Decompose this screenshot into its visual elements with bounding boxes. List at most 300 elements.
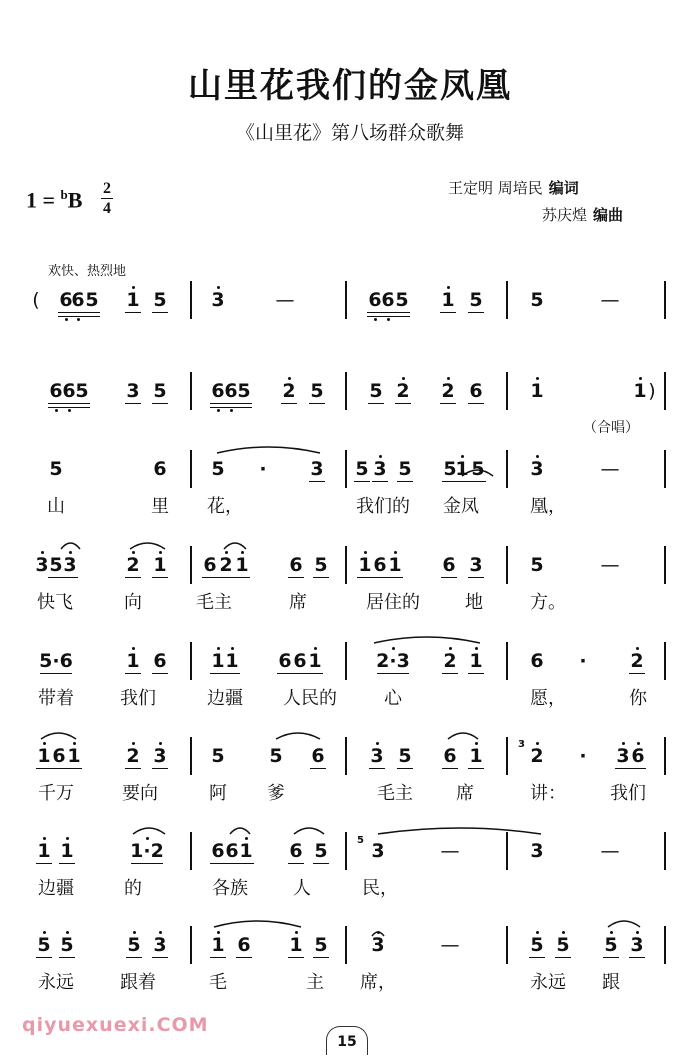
- note: 1: [633, 380, 647, 402]
- octave-dot-low: [68, 409, 71, 412]
- beam-underline: [372, 577, 388, 578]
- note: 3: [370, 745, 384, 767]
- beam-underline: [440, 312, 456, 313]
- lyric: 居住的: [366, 592, 420, 613]
- note: 5: [75, 380, 89, 402]
- grace-note: 3: [518, 739, 525, 750]
- barline: [506, 546, 508, 584]
- beam-underline: [394, 316, 410, 317]
- octave-dot-high: [66, 931, 69, 934]
- note: 6: [52, 745, 66, 767]
- beam-underline: [354, 481, 370, 482]
- beam-underline: [288, 863, 304, 864]
- lyric: 地: [465, 592, 483, 613]
- octave-dot-high: [364, 551, 367, 554]
- lyric: 我们的: [356, 496, 410, 517]
- octave-dot-high: [146, 837, 149, 840]
- note: 6: [469, 380, 483, 402]
- note: 5: [443, 458, 457, 480]
- note: 6: [211, 380, 225, 402]
- beam-underline: [292, 673, 308, 674]
- octave-dot-high: [536, 931, 539, 934]
- note: 3: [153, 745, 167, 767]
- note: 5: [211, 458, 225, 480]
- barline: [190, 642, 192, 680]
- note: 1: [289, 934, 303, 956]
- page-number: 15: [326, 1026, 368, 1055]
- beam-underline: [36, 863, 52, 864]
- beam-underline: [603, 957, 619, 958]
- note: 6: [373, 554, 387, 576]
- slur: [61, 543, 80, 549]
- beam-underline: [74, 403, 90, 404]
- octave-dot-high: [610, 931, 613, 934]
- octave-dot-high: [133, 931, 136, 934]
- beam-underline: [218, 577, 234, 578]
- slur: [378, 828, 541, 834]
- note: 2: [282, 380, 296, 402]
- note: 5: [604, 934, 618, 956]
- lyric: 边疆: [38, 878, 74, 899]
- beam-underline: [529, 957, 545, 958]
- octave-dot-high: [159, 931, 162, 934]
- beam-underline: [277, 673, 293, 674]
- note: 1: [153, 554, 167, 576]
- page-title: 山里花我们的金凤凰: [188, 66, 512, 106]
- beam-underline: [397, 768, 413, 769]
- note: 5·6: [39, 650, 73, 672]
- beam-underline: [152, 403, 168, 404]
- note: 1: [388, 554, 402, 576]
- note: —: [275, 289, 295, 311]
- note: 6: [71, 289, 85, 311]
- note: 5: [471, 458, 485, 480]
- note: 2: [530, 745, 544, 767]
- beam-underline: [59, 957, 75, 958]
- octave-dot-high: [314, 647, 317, 650]
- note: 3: [371, 934, 385, 956]
- note: 3: [126, 380, 140, 402]
- beam-underline: [440, 403, 456, 404]
- note: 2: [219, 554, 233, 576]
- note: 3: [373, 458, 387, 480]
- note: 6: [289, 840, 303, 862]
- octave-dot-high: [241, 551, 244, 554]
- page-subtitle: 《山里花》第八场群众歌舞: [235, 122, 464, 144]
- note: 1: [225, 650, 239, 672]
- lyric: 快飞: [37, 592, 73, 613]
- beam-underline: [629, 673, 645, 674]
- note: 1: [60, 840, 74, 862]
- note: 6: [211, 840, 225, 862]
- note: —: [440, 840, 460, 862]
- barline: [345, 737, 347, 775]
- beam-underline: [357, 577, 373, 578]
- note: 5: [398, 458, 412, 480]
- octave-dot-high: [245, 837, 248, 840]
- beam-underline: [224, 673, 240, 674]
- octave-dot-high: [217, 647, 220, 650]
- note: 1: [308, 650, 322, 672]
- beam-underline: [454, 481, 470, 482]
- note: 1: [67, 745, 81, 767]
- octave-dot-high: [295, 931, 298, 934]
- barline: [345, 372, 347, 410]
- note: —: [600, 840, 620, 862]
- lyric: 讲：: [530, 783, 566, 804]
- composer-role: 编曲: [593, 206, 624, 224]
- barline: [506, 372, 508, 410]
- barline: [506, 737, 508, 775]
- beam-underline: [84, 316, 100, 317]
- note: 6: [237, 934, 251, 956]
- beam-underline: [210, 957, 226, 958]
- octave-dot-low: [77, 318, 80, 321]
- lyric: 的: [124, 878, 142, 899]
- note: 1: [239, 840, 253, 862]
- note: 3: [530, 458, 544, 480]
- beam-underline: [236, 957, 252, 958]
- note: 3: [211, 289, 225, 311]
- note: ·: [579, 745, 587, 767]
- octave-dot-high: [132, 286, 135, 289]
- beam-underline: [309, 403, 325, 404]
- note: 5: [269, 745, 283, 767]
- octave-dot-high: [392, 647, 395, 650]
- note: 5: [530, 289, 544, 311]
- beam-underline: [238, 863, 254, 864]
- barline: [190, 737, 192, 775]
- lyricist-role: 编词: [548, 179, 579, 197]
- beam-underline: [234, 577, 250, 578]
- beam-underline: [629, 957, 645, 958]
- note: —: [600, 554, 620, 576]
- chorus-marking: （合唱）: [583, 420, 639, 436]
- octave-dot-low: [55, 409, 58, 412]
- octave-dot-high: [449, 647, 452, 650]
- octave-dot-high: [132, 742, 135, 745]
- octave-dot-high: [536, 455, 539, 458]
- key-signature: [26, 187, 82, 213]
- slur: [294, 828, 324, 834]
- note: 2: [396, 380, 410, 402]
- octave-dot-high: [73, 742, 76, 745]
- barline: [345, 281, 347, 319]
- barline: [345, 642, 347, 680]
- lyric: 席: [456, 783, 474, 804]
- note: 1: [211, 650, 225, 672]
- lyric: 爹: [267, 783, 285, 804]
- note: 1: [469, 650, 483, 672]
- octave-dot-high: [637, 742, 640, 745]
- note: 3: [310, 458, 324, 480]
- note: 5: [310, 380, 324, 402]
- note: 1: [441, 289, 455, 311]
- lyric: 毛主: [377, 783, 413, 804]
- octave-dot-high: [376, 742, 379, 745]
- octave-dot-high: [43, 931, 46, 934]
- key-note: B: [67, 187, 83, 213]
- barline: [190, 450, 192, 488]
- tempo-marking: 欢快、热烈地: [48, 264, 127, 279]
- beam-underline: [288, 577, 304, 578]
- note: 1: [455, 458, 469, 480]
- note: 3: [371, 840, 385, 862]
- beam-underline: [369, 768, 385, 769]
- beam-underline: [125, 577, 141, 578]
- grace-note: 5: [357, 835, 364, 846]
- beam-underline: [152, 577, 168, 578]
- slur: [217, 447, 320, 453]
- lyric: 跟: [602, 972, 620, 993]
- beam-underline: [152, 673, 168, 674]
- note: 5: [369, 380, 383, 402]
- lyricist-names: 王定明 周培民: [448, 179, 543, 197]
- lyric: 金凤: [443, 496, 479, 517]
- octave-dot-low: [374, 318, 377, 321]
- note: 5: [85, 289, 99, 311]
- beam-underline: [59, 863, 75, 864]
- barline: [345, 926, 347, 964]
- octave-dot-high: [536, 377, 539, 380]
- octave-dot-high: [217, 931, 220, 934]
- note: 5: [37, 934, 51, 956]
- beam-underline: [36, 957, 52, 958]
- note: 5: [211, 745, 225, 767]
- barline: [345, 546, 347, 584]
- composer-credit: [542, 204, 623, 225]
- beam-underline: [394, 312, 410, 313]
- beam-underline: [387, 577, 403, 578]
- note: 1: [126, 650, 140, 672]
- barline: [190, 832, 192, 870]
- time-signature: [101, 180, 113, 217]
- lyric: 愿，: [530, 688, 566, 709]
- note: 2: [441, 380, 455, 402]
- beam-underline: [125, 673, 141, 674]
- slur: [608, 921, 640, 927]
- note: 5: [314, 840, 328, 862]
- note: 1: [37, 840, 51, 862]
- slur: [224, 543, 246, 549]
- slur: [41, 733, 76, 739]
- lyric: 千万: [38, 783, 74, 804]
- octave-dot-high: [475, 647, 478, 650]
- key-flat: b: [60, 187, 68, 202]
- note: 6: [368, 289, 382, 311]
- octave-dot-high: [288, 377, 291, 380]
- lyric: 永远: [38, 972, 74, 993]
- barline: [664, 281, 666, 319]
- beam-underline: [468, 673, 484, 674]
- note: 6: [224, 380, 238, 402]
- note: 5: [395, 289, 409, 311]
- octave-dot-high: [43, 742, 46, 745]
- note: 5: [49, 554, 63, 576]
- octave-dot-high: [69, 551, 72, 554]
- note: 6: [153, 650, 167, 672]
- barline: [345, 450, 347, 488]
- note: 6: [293, 650, 307, 672]
- slur: [374, 637, 480, 643]
- beam-underline: [152, 312, 168, 313]
- beam-underline: [152, 768, 168, 769]
- beam-underline: [307, 673, 323, 674]
- barline: [190, 926, 192, 964]
- lyric: 凰，: [530, 496, 566, 517]
- note: 3: [63, 554, 77, 576]
- watermark: qiyuexuexi.COM: [22, 1014, 209, 1036]
- note: 3: [153, 934, 167, 956]
- beam-underline: [125, 312, 141, 313]
- beam-underline: [442, 768, 458, 769]
- octave-dot-high: [379, 455, 382, 458]
- beam-underline: [40, 673, 72, 674]
- beam-underline: [288, 957, 304, 958]
- octave-dot-high: [562, 931, 565, 934]
- octave-dot-high: [217, 286, 220, 289]
- lyric: 你: [629, 688, 647, 709]
- barline: [506, 450, 508, 488]
- beam-underline: [441, 577, 457, 578]
- note: 1: [358, 554, 372, 576]
- lyric: 阿: [209, 783, 227, 804]
- lyric: 主: [306, 972, 324, 993]
- beam-underline: [66, 768, 82, 769]
- octave-dot-high: [622, 742, 625, 745]
- note: —: [440, 934, 460, 956]
- note: 6: [311, 745, 325, 767]
- note: 2: [126, 745, 140, 767]
- note: 5: [60, 934, 74, 956]
- note: 3: [469, 554, 483, 576]
- barline: [506, 642, 508, 680]
- beam-underline: [313, 957, 329, 958]
- beam-underline: [84, 312, 100, 313]
- open-paren: (: [32, 289, 40, 311]
- lyric: 方。: [530, 592, 566, 613]
- octave-dot-high: [132, 647, 135, 650]
- note: 2: [630, 650, 644, 672]
- note: 2: [126, 554, 140, 576]
- beam-underline: [313, 863, 329, 864]
- beam-underline: [468, 403, 484, 404]
- beam-underline: [468, 577, 484, 578]
- lyric: 里: [151, 496, 169, 517]
- barline: [664, 642, 666, 680]
- note: 5: [530, 554, 544, 576]
- octave-dot-high: [377, 931, 380, 934]
- lyric: 我们: [120, 688, 156, 709]
- note: 5: [49, 458, 63, 480]
- note: 6: [49, 380, 63, 402]
- meter-top: 2: [103, 180, 111, 197]
- note: 5: [153, 380, 167, 402]
- note: 1: [126, 289, 140, 311]
- barline: [190, 546, 192, 584]
- note: 5: [355, 458, 369, 480]
- close-paren: ): [648, 380, 656, 402]
- note: 5: [237, 380, 251, 402]
- note: 5: [314, 934, 328, 956]
- slur: [276, 733, 320, 739]
- octave-dot-low: [230, 409, 233, 412]
- note: 5: [469, 289, 483, 311]
- note: 3: [530, 840, 544, 862]
- beam-underline: [152, 957, 168, 958]
- beam-underline: [468, 768, 484, 769]
- note: —: [600, 458, 620, 480]
- lyric: 我们: [610, 783, 646, 804]
- note: 3: [616, 745, 630, 767]
- note: 6: [442, 554, 456, 576]
- octave-dot-high: [225, 551, 228, 554]
- beam-underline: [395, 403, 411, 404]
- octave-dot-high: [159, 551, 162, 554]
- beam-underline: [372, 481, 388, 482]
- lyric: 跟着: [120, 972, 156, 993]
- meter-bottom: 4: [103, 200, 111, 217]
- slur: [130, 543, 165, 549]
- beam-underline: [310, 768, 326, 769]
- lyric: 心: [384, 688, 402, 709]
- lyric: 向: [124, 592, 142, 613]
- beam-underline: [397, 481, 413, 482]
- note: 2·3: [376, 650, 410, 672]
- octave-dot-high: [636, 647, 639, 650]
- composer-names: 苏庆煌: [542, 206, 588, 224]
- note: 6: [289, 554, 303, 576]
- beam-underline: [468, 312, 484, 313]
- note: ·: [579, 650, 587, 672]
- lyric: 带着: [38, 688, 74, 709]
- note: 6: [203, 554, 217, 576]
- beam-underline: [62, 577, 78, 578]
- beam-underline: [236, 407, 252, 408]
- beam-underline: [368, 403, 384, 404]
- lyric: 席: [289, 592, 307, 613]
- beam-underline: [51, 768, 67, 769]
- lyric: 要向: [122, 783, 158, 804]
- note: 6: [59, 289, 73, 311]
- lyric: 山: [47, 496, 65, 517]
- note: 1: [235, 554, 249, 576]
- beam-underline: [281, 403, 297, 404]
- note: 5: [153, 289, 167, 311]
- octave-dot-high: [447, 377, 450, 380]
- note: 1: [37, 745, 51, 767]
- octave-dot-high: [43, 837, 46, 840]
- beam-underline: [615, 768, 631, 769]
- beam-underline: [555, 957, 571, 958]
- octave-dot-high: [475, 742, 478, 745]
- note: 5: [398, 745, 412, 767]
- note: ·: [259, 458, 267, 480]
- beam-underline: [377, 673, 409, 674]
- lyric: 毛主: [196, 592, 232, 613]
- beam-underline: [131, 863, 163, 864]
- note: 5: [530, 934, 544, 956]
- barline: [664, 737, 666, 775]
- octave-dot-low: [217, 409, 220, 412]
- barline: [664, 450, 666, 488]
- octave-dot-high: [231, 647, 234, 650]
- barline: [664, 546, 666, 584]
- octave-dot-high: [447, 286, 450, 289]
- beam-underline: [313, 577, 329, 578]
- barline: [506, 832, 508, 870]
- octave-dot-high: [41, 551, 44, 554]
